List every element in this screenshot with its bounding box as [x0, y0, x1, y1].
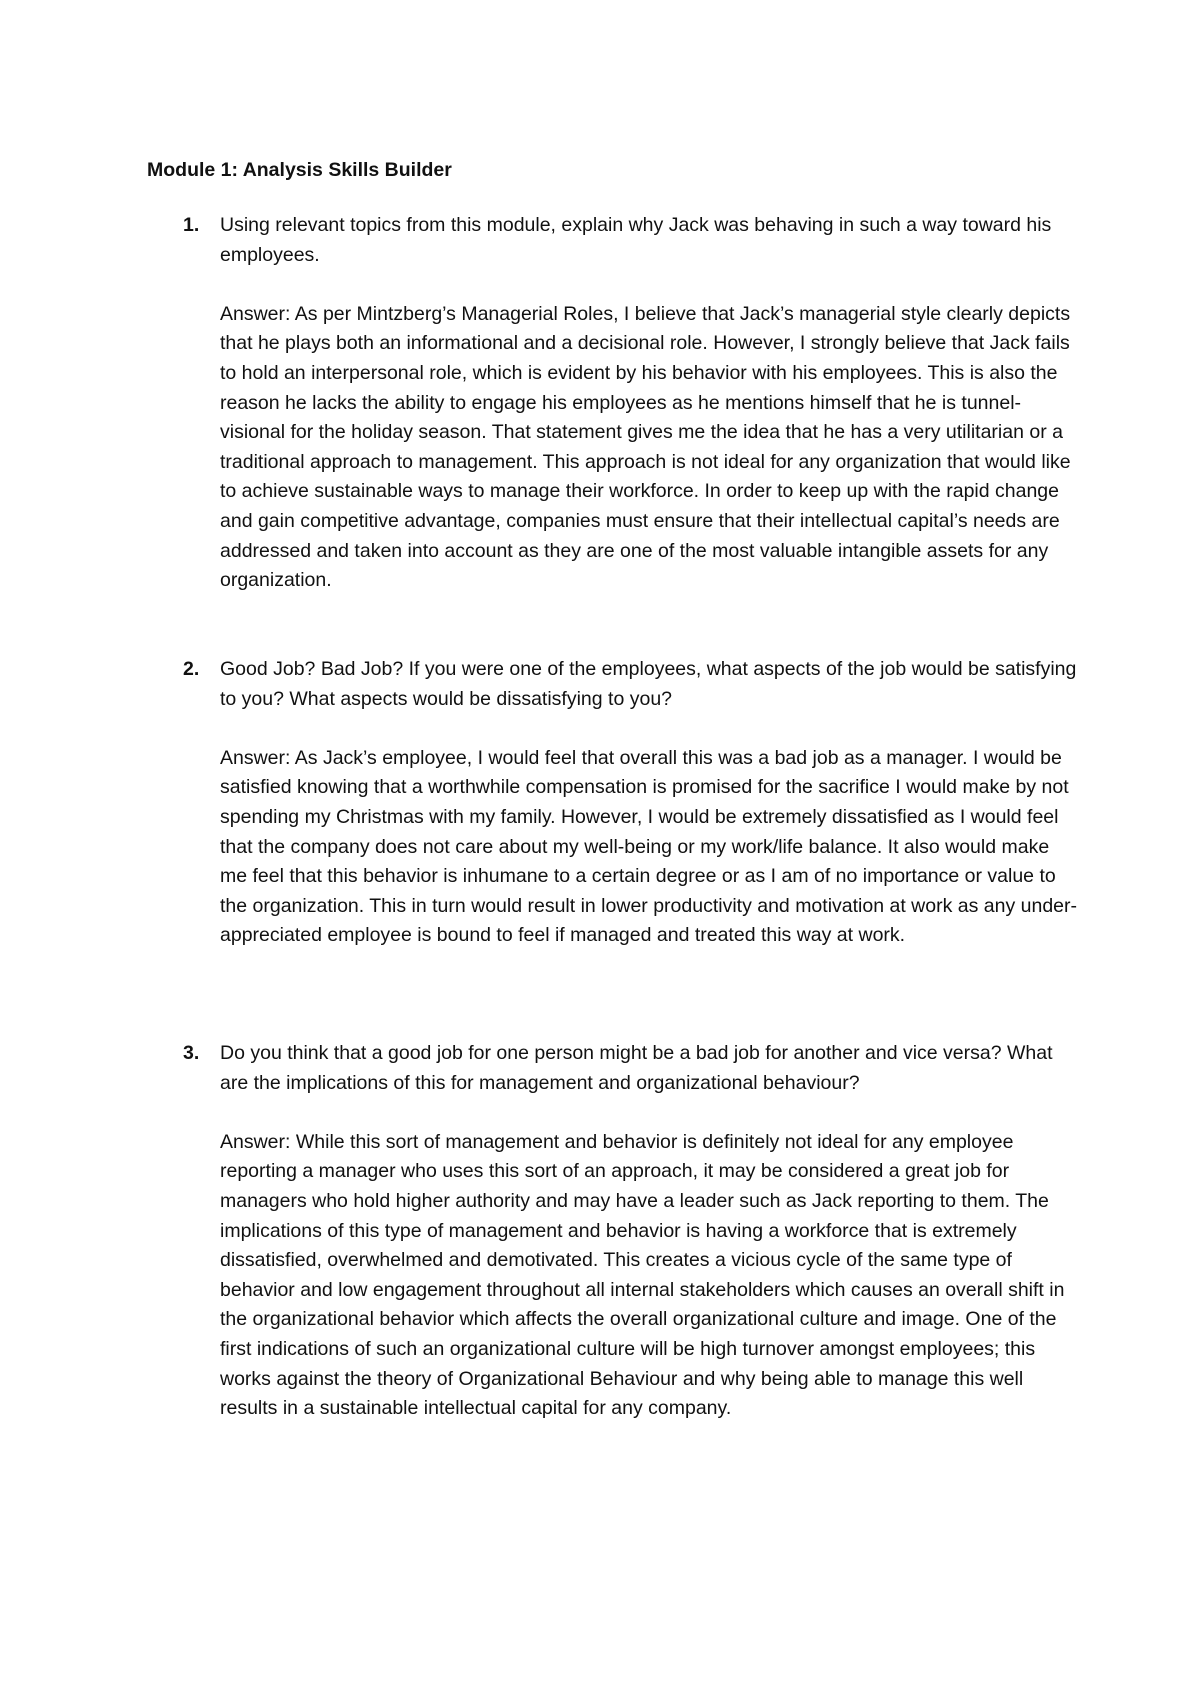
answer-text: Answer: While this sort of management and behavior is definitely not ideal for any employee reporting a manager who uses this sort of an approach, it may be considered a great job for managers who hold higher authority and may have a leader such as Jack reporting to them. The implications of this type of management and behavior is having a workforce that is extremely dissatisfied, overwhelmed and demotivated. This creates a vicious cycle of the same type of behavior and low engagement throughout all internal stakeholders which causes an overall shift in the organizational behavior which affects the overall organizational culture and image. One of the first indications of such an organizational culture will be high turnover amongst employees; this works against the theory of Organizational Behaviour and why being able to manage this well results in a sustainable intellectual capital for any company.	[220, 1130, 1065, 1420]
question-text: Good Job? Bad Job? If you were one of the employees, what aspects of the job would be satisfying to you? What aspects would be dissatisfying to you?	[220, 658, 1077, 710]
question-text: Using relevant topics from this module, explain why Jack was behaving in such a way toward his employees.	[220, 214, 1052, 266]
document-title: Module 1: Analysis Skills Builder	[147, 159, 452, 181]
question-number: 3.	[183, 1042, 200, 1064]
answer-text: Answer: As Jack’s employee, I would feel that overall this was a bad job as a manager. I would be satisfied knowing that a worthwhile compensation is promised for the sacrifice I would make by not spending my Christmas with my family. However, I would be extremely dissatisfied as I would feel that the company does not care about my well-being or my work/life balance. It also would make me feel that this behavior is inhumane to a certain degree or as I am of no importance or value to the organization. This in turn would result in lower productivity and motivation at work as any under-appreciated employee is bound to feel if managed and treated this way at work.	[220, 746, 1077, 947]
question-text: Do you think that a good job for one person might be a bad job for another and vice versa? What are the implications of this for management and organizational behaviour?	[220, 1042, 1053, 1094]
question-body	[220, 1039, 1080, 1424]
question-body	[220, 655, 1080, 951]
question-number: 1.	[183, 214, 200, 236]
question-number: 2.	[183, 658, 200, 680]
question-body	[220, 211, 1080, 596]
answer-text: Answer: As per Mintzberg’s Managerial Roles, I believe that Jack’s managerial style clearly depicts that he plays both an informational and a decisional role. However, I strongly believe that Jack fails to hold an interpersonal role, which is evident by his behavior with his employees. This is also the reason he lacks the ability to engage his employees as he mentions himself that he is tunnel-visional for the holiday season. That statement gives me the idea that he has a very utilitarian or a traditional approach to management. This approach is not ideal for any organization that would like to achieve sustainable ways to manage their workforce. In order to keep up with the rapid change and gain competitive advantage, companies must ensure that their intellectual capital’s needs are addressed and taken into account as they are one of the most valuable intangible assets for any organization.	[220, 302, 1071, 592]
